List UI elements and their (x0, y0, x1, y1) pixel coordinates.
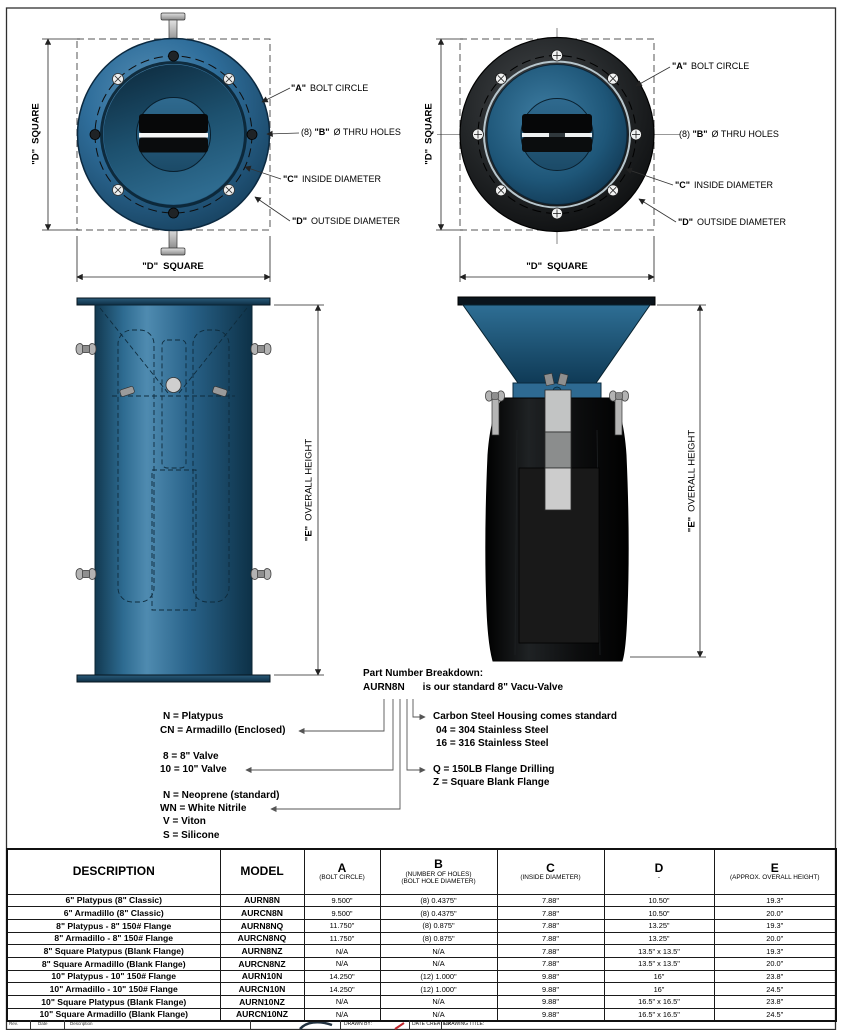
callout-bolt-circle-left: "A" BOLT CIRCLE (291, 83, 369, 93)
cell-model: AURN10NZ (220, 996, 304, 1009)
col-d: D - (604, 849, 714, 894)
breakdown-option: Z = Square Blank Flange (433, 777, 550, 788)
cell-value: (8) 0.875" (380, 932, 497, 945)
breakdown-part-line (363, 682, 563, 694)
callout-bolt-circle-right: "A" BOLT CIRCLE (672, 61, 750, 71)
callout-thru-holes-left: (8) "B" Ø THRU HOLES (301, 127, 401, 137)
table-row (7, 983, 836, 996)
breakdown-option: 10 = 10" Valve (160, 764, 227, 775)
cell-value: 11.750" (304, 932, 380, 945)
dim-d-square-bottom-right: "D" SQUARE (526, 261, 588, 272)
cell-value: N/A (304, 1008, 380, 1021)
part-number: AURN8N (363, 682, 405, 693)
breakdown-option: N = Neoprene (standard) (163, 790, 280, 801)
breakdown-option: S = Silicone (163, 830, 220, 841)
cell-value: 16" (604, 970, 714, 983)
cell-description: 8" Platypus - 8" 150# Flange (7, 919, 220, 932)
cell-description: 6" Platypus (8" Classic) (7, 894, 220, 907)
table-row (7, 894, 836, 907)
cell-value: N/A (380, 996, 497, 1009)
cell-model: AURCN8NZ (220, 957, 304, 970)
front-view-platypus (42, 13, 299, 282)
cell-value: 9.88" (497, 970, 604, 983)
cell-value: 23.8" (714, 970, 836, 983)
callout-inside-diameter-left: "C" INSIDE DIAMETER (283, 174, 382, 184)
cell-value: N/A (380, 945, 497, 958)
cell-value: 20.0" (714, 907, 836, 920)
callout-outside-diameter-right: "D" OUTSIDE DIAMETER (678, 217, 787, 227)
breakdown-option: Carbon Steel Housing comes standard (433, 711, 617, 722)
cell-value: N/A (380, 1008, 497, 1021)
col-model: MODEL (220, 849, 304, 894)
cell-description: 10" Square Platypus (Blank Flange) (7, 996, 220, 1009)
cell-value: 9.88" (497, 1008, 604, 1021)
cell-value: (12) 1.000" (380, 970, 497, 983)
cell-value: 11.750" (304, 919, 380, 932)
cell-model: AURN8N (220, 894, 304, 907)
cell-value: 9.500" (304, 907, 380, 920)
table-row (7, 957, 836, 970)
cell-model: AURN10N (220, 970, 304, 983)
cell-value: 24.5" (714, 983, 836, 996)
table-header-row (7, 849, 836, 894)
dim-e-overall-height-left: "E"OVERALL HEIGHT (303, 438, 315, 542)
breakdown-title: Part Number Breakdown: (363, 668, 484, 679)
table-row (7, 1008, 836, 1021)
dim-d-square-bottom-left: "D" SQUARE (142, 261, 204, 272)
cell-value: 16" (604, 983, 714, 996)
cell-value: 9.88" (497, 983, 604, 996)
title-block-drawn-by-label: DRAWN BY: (344, 1021, 372, 1027)
cell-value: 14.250" (304, 983, 380, 996)
col-e: E (APPROX. OVERALL HEIGHT) (714, 849, 836, 894)
table-row (7, 996, 836, 1009)
cell-value: 19.3" (714, 919, 836, 932)
spec-table (6, 848, 837, 1022)
cell-description: 8" Armadillo - 8" 150# Flange (7, 932, 220, 945)
cell-model: AURCN10NZ (220, 1008, 304, 1021)
cell-description: 8" Square Platypus (Blank Flange) (7, 945, 220, 958)
cell-value: 10.50" (604, 894, 714, 907)
cell-value: (8) 0.4375" (380, 894, 497, 907)
cell-value: 24.5" (714, 1008, 836, 1021)
col-b: B (NUMBER OF HOLES) (BOLT HOLE DIAMETER) (380, 849, 497, 894)
cell-description: 10" Square Armadillo (Blank Flange) (7, 1008, 220, 1021)
cell-value: 7.88" (497, 894, 604, 907)
table-row (7, 932, 836, 945)
spec-table-body (7, 894, 836, 1021)
cell-value: N/A (304, 945, 380, 958)
cell-value: 7.88" (497, 945, 604, 958)
dim-d-square-side-right: "D"SQUARE (423, 103, 435, 165)
title-block-date-label: Date (38, 1021, 48, 1026)
cell-value: 16.5" x 16.5" (604, 996, 714, 1009)
cell-value: 20.0" (714, 957, 836, 970)
cell-value: 13.5" x 13.5" (604, 945, 714, 958)
cell-value: 7.88" (497, 932, 604, 945)
col-description: DESCRIPTION (7, 849, 220, 894)
cell-description: 6" Armadillo (8" Classic) (7, 907, 220, 920)
callout-outside-diameter-left: "D" OUTSIDE DIAMETER (292, 216, 401, 226)
cell-description: 10" Armadillo - 10" 150# Flange (7, 983, 220, 996)
breakdown-option: CN = Armadillo (Enclosed) (160, 725, 286, 736)
dim-e-overall-height-right: "E"OVERALL HEIGHT (686, 429, 698, 533)
cell-value: 7.88" (497, 907, 604, 920)
cell-value: 13.25" (604, 919, 714, 932)
title-block-rev-label: Rev. (9, 1021, 18, 1026)
cell-value: (8) 0.875" (380, 919, 497, 932)
cell-value: 16.5" x 16.5" (604, 1008, 714, 1021)
breakdown-option: 04 = 304 Stainless Steel (436, 725, 549, 736)
table-row (7, 907, 836, 920)
cell-value: 20.0" (714, 932, 836, 945)
breakdown-option: 8 = 8" Valve (163, 751, 219, 762)
cell-value: 10.50" (604, 907, 714, 920)
title-block-drawing-title-label: DRAWING TITLE: (444, 1021, 485, 1027)
breakdown-option: V = Viton (163, 816, 206, 827)
cell-description: 10" Platypus - 10" 150# Flange (7, 970, 220, 983)
cell-model: AURCN8NQ (220, 932, 304, 945)
breakdown-option: N = Platypus (163, 711, 224, 722)
cell-value: (8) 0.4375" (380, 907, 497, 920)
cell-model: AURN8NQ (220, 919, 304, 932)
cell-value: 19.3" (714, 894, 836, 907)
cell-value: 23.8" (714, 996, 836, 1009)
cell-value: 14.250" (304, 970, 380, 983)
breakdown-option: Q = 150LB Flange Drilling (433, 764, 555, 775)
spec-table-container (6, 848, 836, 1022)
cell-description: 8" Square Armadillo (Blank Flange) (7, 957, 220, 970)
cell-value: 7.88" (497, 957, 604, 970)
title-block-description-label: Description (70, 1021, 93, 1026)
cell-value: (12) 1.000" (380, 983, 497, 996)
breakdown-option: WN = White Nitrile (160, 803, 247, 814)
side-view-duckbill (458, 297, 706, 661)
col-c: C (INSIDE DIAMETER) (497, 849, 604, 894)
breakdown-option: 16 = 316 Stainless Steel (436, 738, 549, 749)
cell-value: N/A (304, 957, 380, 970)
callout-inside-diameter-right: "C" INSIDE DIAMETER (675, 180, 774, 190)
cell-value: 19.3" (714, 945, 836, 958)
col-a: A (BOLT CIRCLE) (304, 849, 380, 894)
table-row (7, 919, 836, 932)
table-row (7, 945, 836, 958)
cell-value: 9.500" (304, 894, 380, 907)
table-row (7, 970, 836, 983)
callout-thru-holes-right: (8) "B" Ø THRU HOLES (679, 129, 779, 139)
cell-value: N/A (304, 996, 380, 1009)
cell-model: AURCN10N (220, 983, 304, 996)
cell-value: N/A (380, 957, 497, 970)
dim-d-square-side-left: "D"SQUARE (30, 103, 42, 165)
front-view-armadillo (436, 28, 680, 282)
cell-model: AURN8NZ (220, 945, 304, 958)
cell-value: 7.88" (497, 919, 604, 932)
title-block-date-created-label: DATE CREATED: (412, 1021, 452, 1027)
cell-value: 13.5" x 13.5" (604, 957, 714, 970)
side-view-enclosed (76, 298, 324, 682)
cell-model: AURCN8N (220, 907, 304, 920)
part-number-desc: is our standard 8" Vacu-Valve (422, 682, 564, 693)
cell-value: 9.88" (497, 996, 604, 1009)
cell-value: 13.25" (604, 932, 714, 945)
